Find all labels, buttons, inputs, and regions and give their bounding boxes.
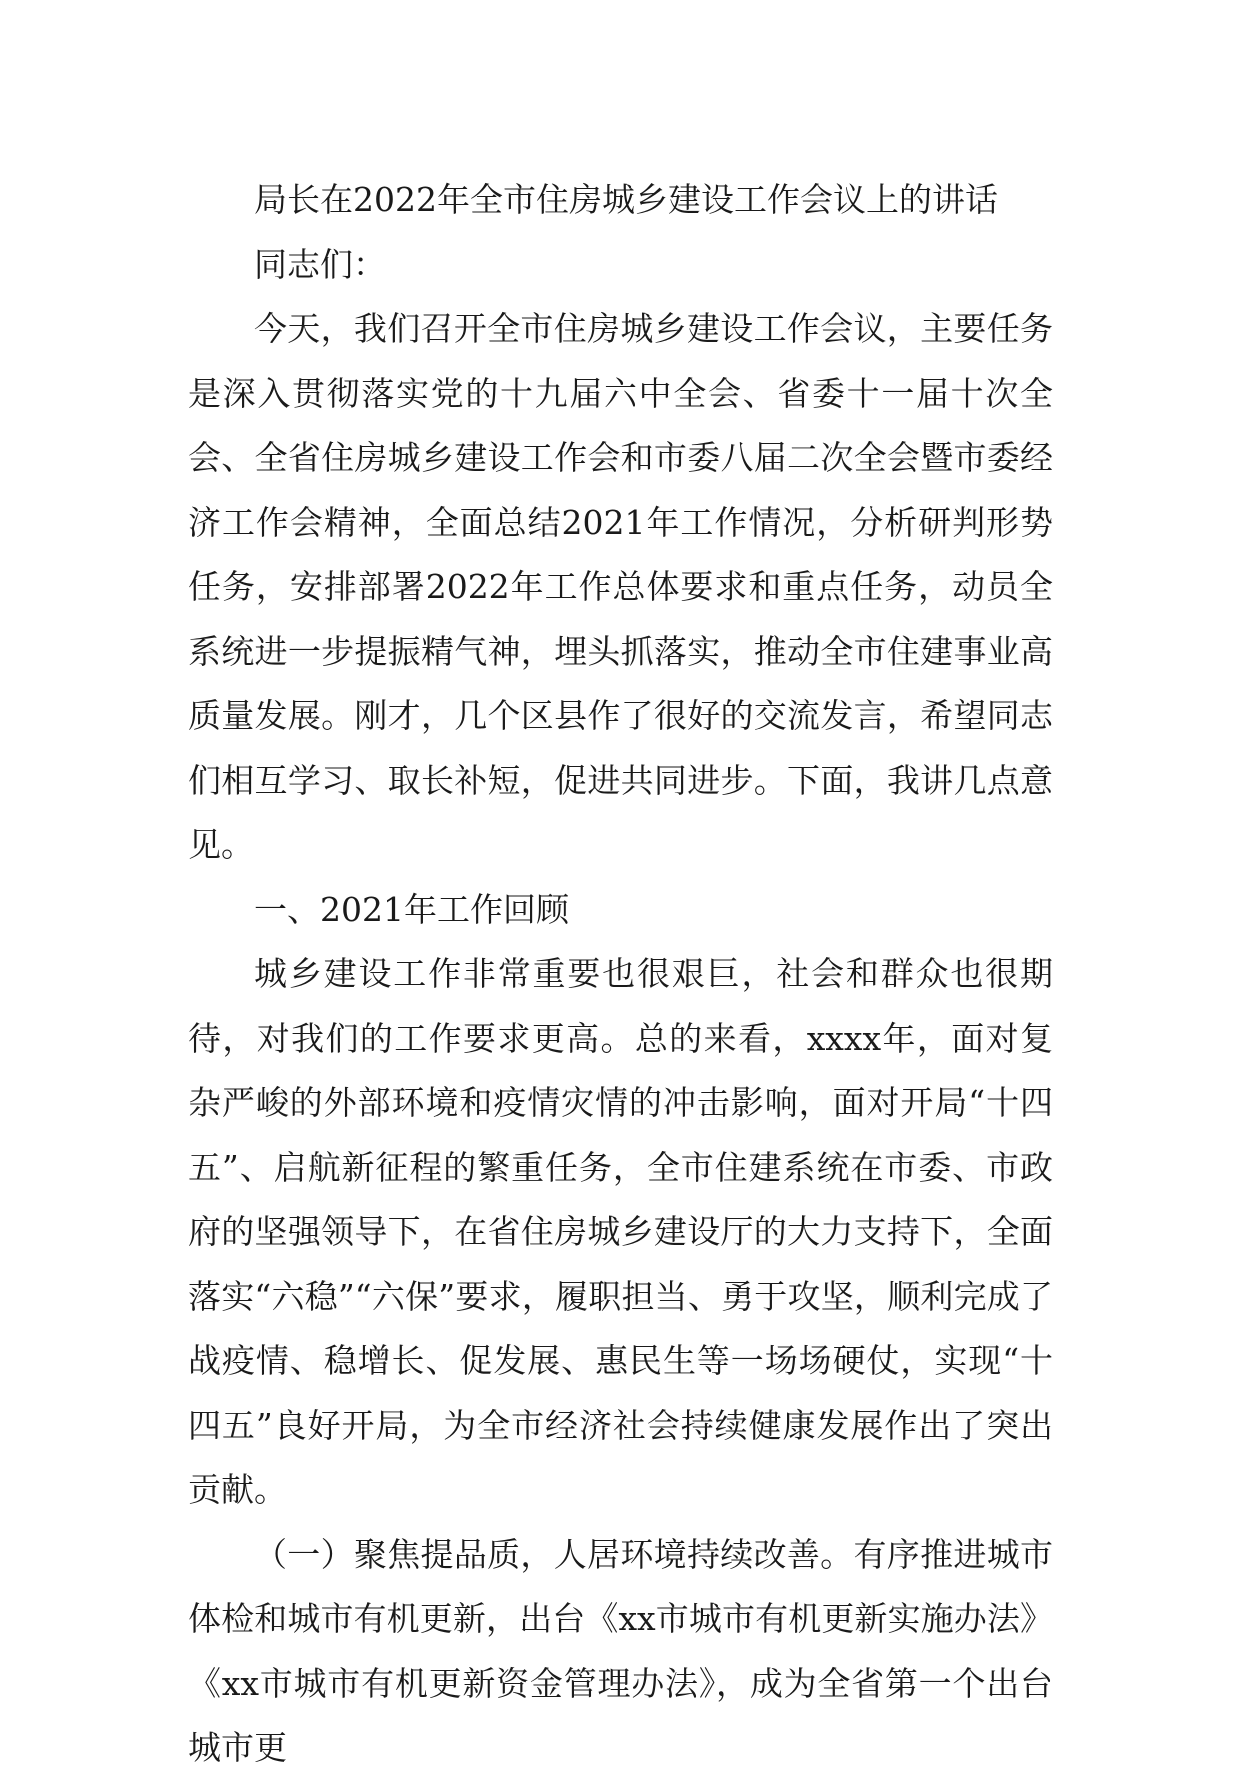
document-body: [188, 168, 1053, 1781]
body-paragraph-intro: 今天，我们召开全市住房城乡建设工作会议，主要任务是深入贯彻落实党的十九届六中全会、省委十一届十次全会、全省住房城乡建设工作会和市委八届二次全会暨市委经济工作会精神，全面总结2021年工作情况，分析研判形势任务，安排部署2022年工作总体要求和重点任务，动员全系统进一步提振精气神，埋头抓落实，推动全市住建事业高质量发展。刚才，几个区县作了很好的交流发言，希望同志们相互学习、取长补短，促进共同进步。下面，我讲几点意见。: [188, 309, 1053, 864]
body-paragraph-subsection-1: （一）聚焦提品质，人居环境持续改善。有序推进城市体检和城市有机更新，出台《xx市城市有机更新实施办法》《xx市城市有机更新资金管理办法》，成为全省第一个出台城市更: [188, 1534, 1053, 1767]
section-heading: 一、2021年工作回顾: [254, 889, 569, 929]
document-title: 局长在2022年全市住房城乡建设工作会议上的讲话: [254, 180, 998, 219]
body-paragraph-review: 城乡建设工作非常重要也很艰巨，社会和群众也很期待，对我们的工作要求更高。总的来看，xxxx年，面对复杂严峻的外部环境和疫情灾情的冲击影响，面对开局“十四五”、启航新征程的繁重任务，全市住建系统在市委、市政府的坚强领导下，在省住房城乡建设厅的大力支持下，全面落实“六稳”“六保”要求，履职担当、勇于攻坚，顺利完成了战疫情、稳增长、促发展、惠民生等一场场硬仗，实现“十四五”良好开局，为全市经济社会持续健康发展作出了突出贡献。: [188, 954, 1053, 1509]
salutation: 同志们：: [254, 244, 386, 284]
